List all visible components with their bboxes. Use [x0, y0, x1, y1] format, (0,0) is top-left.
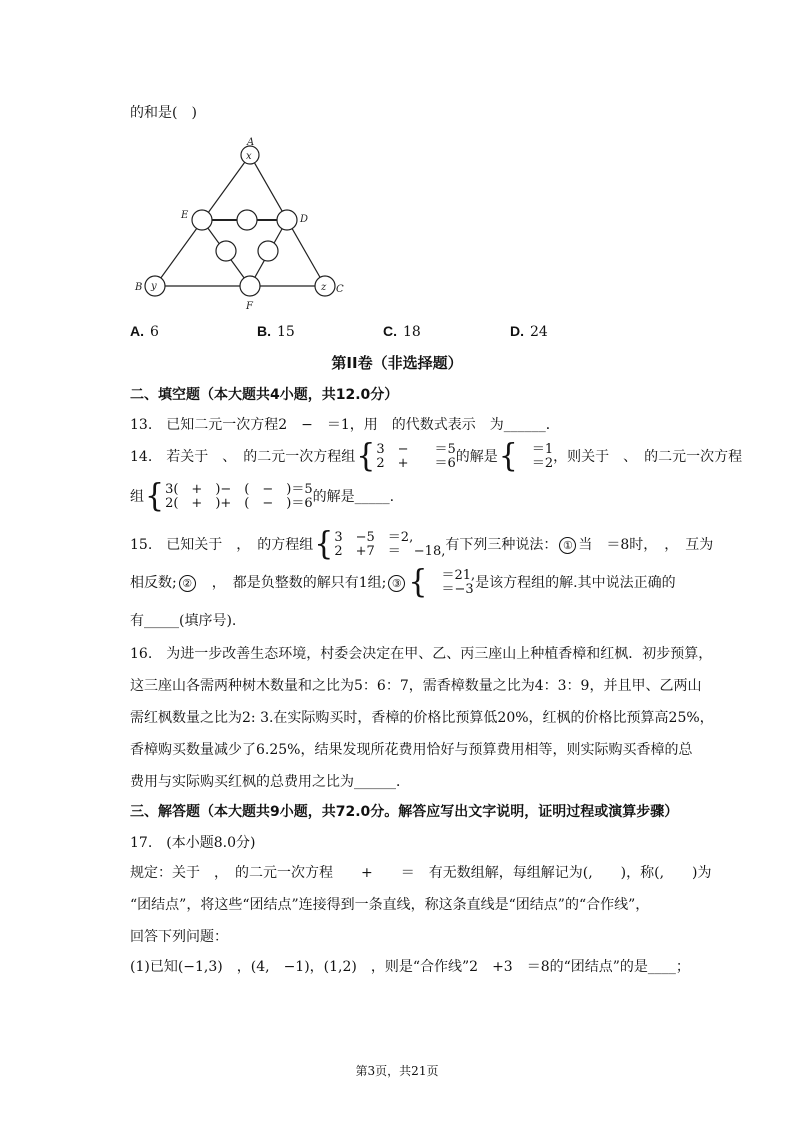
- label-d: D: [300, 214, 309, 225]
- question-15-line1: 15. 已知关于 ， 的方程组{3 −5 ＝2, 2 +7 ＝ −18,有下列三种说法： ① 当 ＝8时， ， 互为: [130, 526, 714, 563]
- question-16-line5: 费用与实际购买红枫的总费用之比为______．: [130, 774, 410, 790]
- question-16-line4: 香樟购买数量减少了6.25%，结果发现所花费用恰好与预算费用相等，则实际购买香樟的总: [130, 742, 693, 758]
- label-c: C: [336, 284, 344, 295]
- label-y: y: [151, 281, 157, 292]
- label-z: z: [321, 282, 327, 293]
- question-16-line1: 16. 为进一步改善生态环境，村委会决定在甲、乙、丙三座山上种植香樟和红枫．初步预算，: [130, 646, 713, 662]
- node-d: [277, 210, 297, 230]
- question-17-line4: 回答下列问题：: [130, 929, 228, 945]
- question-17-line3: “团结点”，将这些“团结点”连接得到一条直线，称这条直线是“团结点”的“合作线”，: [130, 897, 650, 913]
- question-14-line2: 组{3( + )− ( − )＝5 2( + )+ ( − )＝6的解是_____.: [130, 478, 395, 515]
- question-14-line1: 14. 若关于 、 的二元一次方程组{3 − ＝5 2 + ＝6的解是{ ＝1 ＝2，则关于 、 的二元一次方程: [130, 438, 743, 475]
- node-f: [240, 276, 260, 296]
- option-c: C. 18: [383, 323, 421, 340]
- question-17-line5: (1)已知(−1,3) ，(4, −1)，(1,2) ，则是“合作线”2 +3 ＝8的“团结点”的是____；: [130, 959, 690, 975]
- label-a: A: [247, 137, 255, 148]
- option-a: A. 6: [130, 323, 159, 340]
- question-16-line3: 需红枫数量之比为2: 3.在实际购买时，香樟的价格比预算低20%，红枫的价格比预算高25%，: [130, 710, 714, 726]
- question-13: 13. 已知二元一次方程2 − ＝1，用 的代数式表示 为______．: [130, 417, 560, 433]
- label-x: x: [246, 151, 252, 162]
- option-d: D. 24: [510, 323, 548, 340]
- node-left-middle: [216, 241, 236, 261]
- node-e: [192, 210, 212, 230]
- label-e: E: [181, 210, 189, 221]
- section3-heading: 三、解答题（本大题共9小题，共72.0分。解答应写出文字说明，证明过程或演算步骤）: [130, 804, 679, 820]
- label-b: B: [135, 282, 143, 293]
- node-top-middle: [237, 210, 257, 230]
- question-intro: 的和是( ): [130, 105, 197, 121]
- triangle-figure: [0, 0, 794, 330]
- question-17-line1: 17. (本小题8.0分): [130, 835, 256, 851]
- page-footer: 第3页，共21页: [355, 1064, 439, 1078]
- question-16-line2: 这三座山各需两种树木数量和之比为5：6：7，需香樟数量之比为4：3：9，并且甲、乙两山: [130, 678, 702, 694]
- question-15-line3: 有_____(填序号).: [130, 613, 237, 629]
- section2-heading: 二、填空题（本大题共4小题，共12.0分）: [130, 387, 399, 403]
- option-b: B. 15: [257, 323, 295, 340]
- node-right-middle: [258, 241, 278, 261]
- question-15-line2: 相反数; ② ， 都是负整数的解只有1组; ③ { ＝21, ＝−3 是该方程组的解.其中说法正确的: [130, 564, 676, 601]
- part2-title: 第II卷（非选择题）: [331, 354, 463, 372]
- question-17-line2: 规定：关于 ， 的二元一次方程 + ＝ 有无数组解，每组解记为(, )，称(, )为: [130, 865, 712, 881]
- label-f: F: [246, 301, 253, 312]
